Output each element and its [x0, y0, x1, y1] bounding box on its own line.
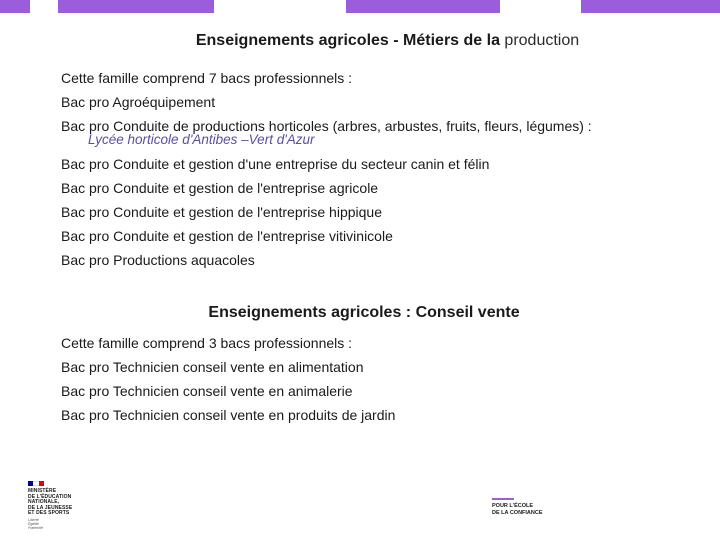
motto-line: Égalité [28, 521, 39, 526]
list-item: Bac pro Conduite et gestion de l'entreprise agricole [61, 180, 379, 196]
ministry-line: DE LA JEUNESSE [28, 504, 73, 511]
list-item: Bac pro Conduite et gestion de l'entreprise hippique [61, 204, 382, 220]
conseil-vente-list [61, 331, 711, 427]
section-title-accent: production [504, 32, 580, 49]
top-accent-bar [0, 0, 30, 13]
list-item: Bac pro Conduite de productions horticoles (arbres, arbustes, fruits, fleurs, légumes) : [61, 118, 592, 134]
list-item: Bac pro Conduite et gestion d'une entreprise du secteur canin et félin [61, 156, 490, 172]
motto-line: Liberté [28, 517, 39, 522]
ministry-logo [28, 481, 88, 531]
logo-accent-bar [492, 498, 514, 500]
production-list [61, 66, 711, 272]
list-intro: Cette famille comprend 7 bacs professionnels : [61, 70, 353, 86]
ecole-confiance-logo [492, 498, 582, 522]
list-intro: Cette famille comprend 3 bacs professionnels : [61, 335, 353, 351]
top-accent-bar [581, 0, 720, 13]
ministry-line: DE L'ÉDUCATION [28, 493, 72, 500]
school-note: Lycée horticole d'Antibes –Vert d'Azur [88, 132, 315, 147]
motto-line: Fraternité [28, 525, 43, 530]
list-item: Bac pro Agroéquipement [61, 94, 216, 110]
section-title-main: Enseignements agricoles - Métiers de la [195, 32, 505, 49]
ministry-line: NATIONALE, [28, 499, 60, 505]
ministry-line: ET DES SPORTS [28, 510, 70, 516]
french-flag-icon [28, 481, 44, 486]
top-accent-bar [346, 0, 500, 13]
logo-line: DE LA CONFIANCE [492, 510, 543, 516]
list-item: Bac pro Productions aquacoles [61, 252, 255, 268]
list-item: Bac pro Technicien conseil vente en animalerie [61, 383, 353, 399]
list-item: Bac pro Conduite et gestion de l'entreprise vitivinicole [61, 228, 393, 244]
list-item: Bac pro Technicien conseil vente en produits de jardin [61, 407, 396, 423]
ministry-line: MINISTÈRE [28, 488, 57, 494]
top-accent-bar [58, 0, 214, 13]
section-title-production [0, 32, 720, 50]
section-title-conseil-vente: Enseignements agricoles : Conseil vente [208, 304, 520, 321]
list-item: Bac pro Technicien conseil vente en alimentation [61, 359, 364, 375]
logo-line: POUR L'ÉCOLE [492, 503, 534, 509]
